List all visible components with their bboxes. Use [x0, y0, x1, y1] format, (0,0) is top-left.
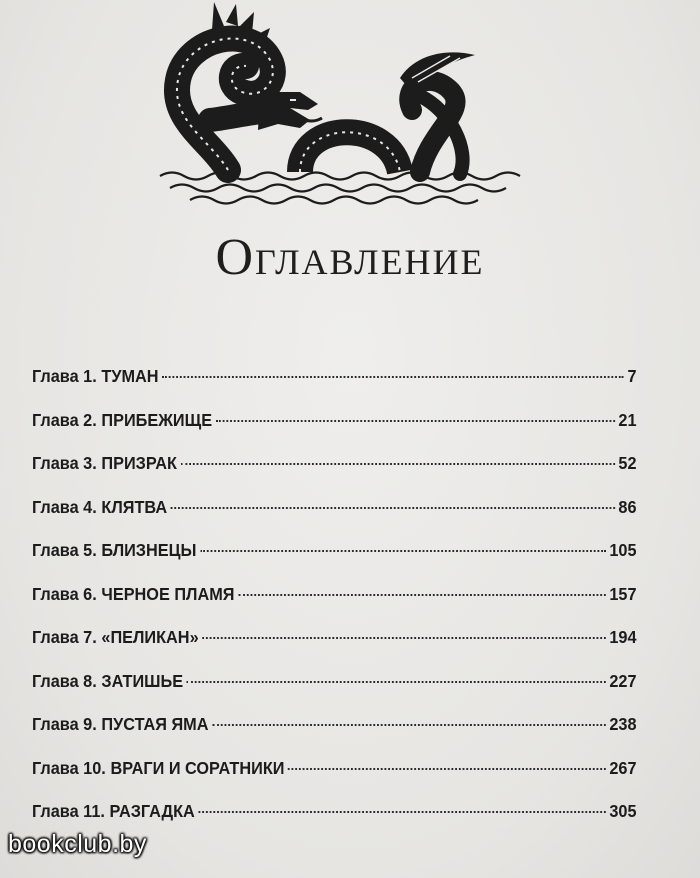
toc-entry [32, 671, 637, 715]
chapter-number: Глава 10. [32, 757, 106, 778]
chapter-title: ПРИБЕЖИЩЕ [101, 409, 213, 430]
chapter-title: РАЗГАДКА [109, 801, 195, 821]
chapter-title: БЛИЗНЕЦЫ [101, 540, 197, 560]
dot-leader [200, 550, 605, 552]
toc-entry [32, 540, 637, 584]
toc-entry [32, 410, 637, 454]
dot-leader [181, 463, 615, 465]
chapter-title: ЧЕРНОЕ ПЛАМЯ [101, 583, 235, 604]
page-number: 86 [618, 496, 637, 517]
toc-entry [32, 584, 637, 628]
watermark: bookclub.by [8, 830, 147, 858]
page-number: 238 [609, 714, 637, 734]
toc-entry [32, 366, 637, 410]
chapter-title: ПРИЗРАК [101, 453, 177, 473]
chapter-number: Глава 7. [32, 627, 97, 647]
toc-entry [32, 453, 637, 497]
chapter-number: Глава 2. [32, 409, 97, 430]
chapter-title: ПУСТАЯ ЯМА [101, 714, 209, 734]
dot-leader [238, 594, 605, 596]
page-number: 227 [609, 670, 637, 691]
chapter-number: Глава 6. [32, 583, 97, 604]
page-number: 267 [609, 757, 637, 778]
chapter-number: Глава 8. [32, 670, 97, 691]
dot-leader [212, 724, 605, 726]
toc-entry [32, 497, 637, 541]
dot-leader [216, 420, 615, 422]
chapter-number: Глава 3. [32, 453, 97, 473]
page-number: 157 [609, 583, 637, 604]
chapter-title: «ПЕЛИКАН» [101, 627, 199, 647]
chapter-title: ТУМАН [101, 366, 159, 386]
page-number: 305 [609, 801, 637, 821]
chapter-number: Глава 9. [32, 714, 97, 734]
chapter-number: Глава 5. [32, 540, 97, 560]
page-title: Оглавление [215, 229, 485, 286]
toc-entry [32, 758, 637, 802]
dot-leader [288, 768, 605, 770]
chapter-number: Глава 1. [32, 366, 97, 386]
dot-leader [171, 507, 615, 509]
page-number: 21 [618, 409, 637, 430]
sea-serpent-icon [150, 0, 530, 215]
dot-leader [162, 376, 623, 378]
toc-entry [32, 627, 637, 671]
page-number: 194 [609, 627, 637, 647]
dot-leader [202, 637, 605, 639]
page-number: 105 [609, 540, 637, 560]
page-number: 7 [627, 366, 637, 386]
toc-entry [32, 714, 637, 758]
table-of-contents [32, 366, 636, 845]
chapter-number: Глава 11. [32, 801, 105, 821]
chapter-number: Глава 4. [32, 496, 97, 517]
chapter-title: ЗАТИШЬЕ [101, 670, 184, 691]
dot-leader [198, 811, 605, 813]
chapter-title: ВРАГИ И СОРАТНИКИ [110, 757, 285, 778]
dot-leader [187, 681, 606, 683]
page-number: 52 [618, 453, 637, 473]
chapter-title: КЛЯТВА [101, 496, 168, 517]
